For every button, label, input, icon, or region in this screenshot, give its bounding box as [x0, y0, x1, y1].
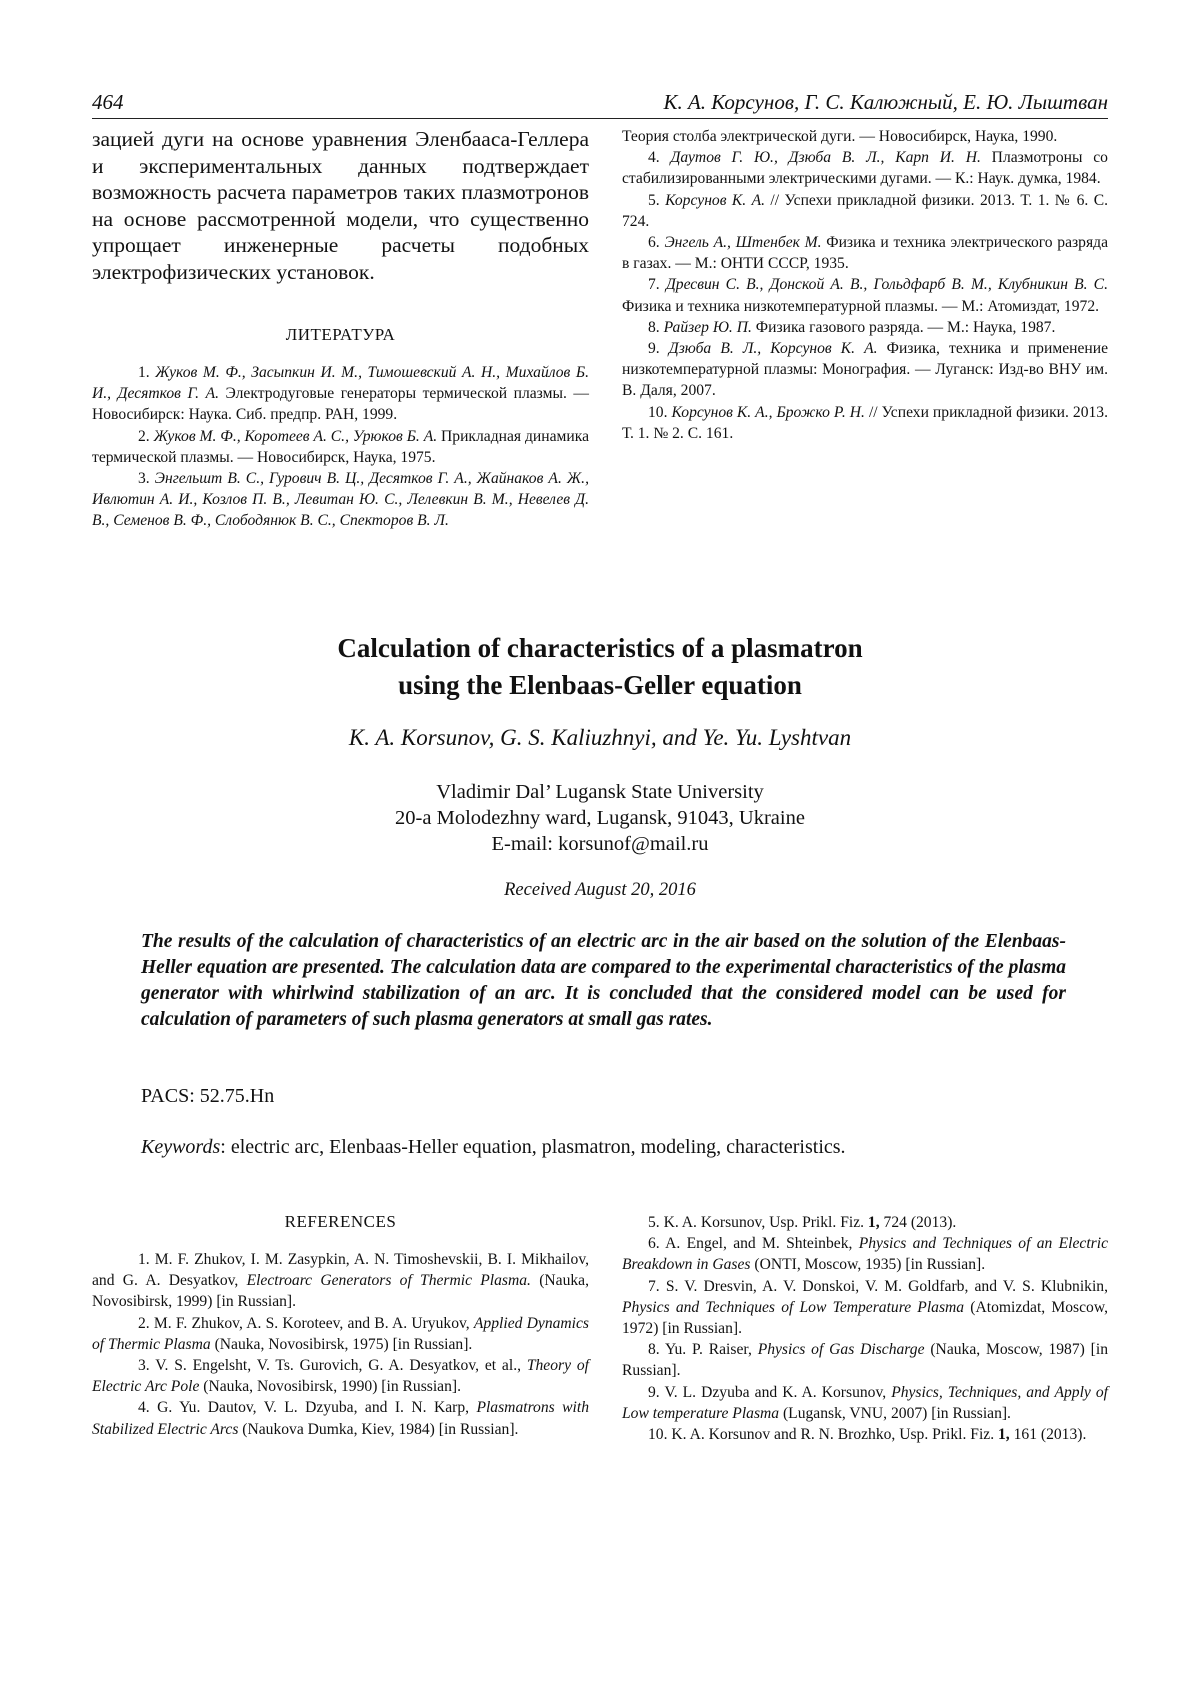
en-references-heading: REFERENCES — [284, 1212, 397, 1231]
en-reference-10: 10. K. A. Korsunov and R. N. Brozhko, Usp. Prikl. Fiz. 1, 161 (2013). — [648, 1426, 1087, 1444]
ru-reference-5: 5. Корсунов К. А. // Успехи прикладной физики. 2013. Т. 1. № 6. С. 724. — [622, 191, 1108, 230]
ru-reference-10: 10. Корсунов К. А., Брожко Р. Н. // Успехи прикладной физики. 2013. Т. 1. № 2. С. 161. — [622, 403, 1108, 442]
ru-reference-3-cont: Теория столба электрической дуги. — Новосибирск, Наука, 1990. — [622, 128, 1058, 145]
ru-right-column — [622, 126, 1108, 444]
en-reference-9: 9. V. L. Dzyuba and K. A. Korsunov, Physics, Techniques, and Apply of Low temperature Plasma (Lugansk, VNU, 2007) [in Russian]. — [622, 1383, 1108, 1422]
ru-references-heading: ЛИТЕРАТУРА — [285, 325, 396, 344]
en-reference-8: 8. Yu. P. Raiser, Physics of Gas Discharge (Nauka, Moscow, 1987) [in Russian]. — [622, 1341, 1108, 1380]
keywords: Keywords: electric arc, Elenbaas-Heller equation, plasmatron, modeling, characteristics. — [141, 1136, 846, 1158]
paper-title: Calculation of characteristics of a plasmatron using the Elenbaas-Geller equation — [337, 633, 863, 700]
ru-left-column — [92, 126, 589, 532]
en-references-left — [92, 1212, 589, 1440]
ru-reference-4: 4. Даутов Г. Ю., Дзюба В. Л., Карп И. Н. Плазмотроны со стабилизированными электрическими дугами. — К.: Наук. думка, 1984. — [622, 149, 1108, 188]
en-reference-6: 6. A. Engel, and M. Shteinbek, Physics and Techniques of an Electric Breakdown in Gases (ONTI, Moscow, 1935) [in Russian]. — [622, 1235, 1109, 1274]
ru-reference-3: 3. Энгельшт В. С., Гурович В. Ц., Десятков Г. А., Жайнаков А. Ж., Ивлютин А. И., Козлов П. В., Левитан Ю. С., Лелевкин В. М., Невелев Д. В., Семенов В. Ф., Слободянюк В. С., Спекторов В. Л. — [92, 470, 589, 530]
ru-reference-6: 6. Энгель А., Штенбек М. Физика и техника электрического разряда в газах. — М.: ОНТИ СССР, 1935. — [622, 234, 1109, 273]
running-header-authors: К. А. Корсунов, Г. С. Калюжный, Е. Ю. Лыштван — [663, 90, 1108, 114]
en-reference-4: 4. G. Yu. Dautov, V. L. Dzyuba, and I. N. Karp, Plasmatrons with Stabilized Electric Arcs (Naukova Dumka, Kiev, 1984) [in Russian]. — [92, 1399, 590, 1438]
affiliation: Vladimir Dal’ Lugansk State University 20-a Molodezhny ward, Lugansk, 91043, Ukraine E-mail: korsunof@mail.ru — [150, 779, 1050, 857]
en-reference-3: 3. V. S. Engelsht, V. Ts. Gurovich, G. A. Desyatkov, et al., Theory of Electric Arc Pole (Nauka, Novosibirsk, 1990) [in Russian]. — [92, 1357, 589, 1396]
ru-reference-8: 8. Райзер Ю. П. Физика газового разряда. — М.: Наука, 1987. — [648, 318, 1056, 336]
running-header — [92, 88, 1108, 119]
en-references-right — [622, 1212, 1108, 1445]
pacs-code: PACS: 52.75.Hn — [141, 1085, 275, 1107]
received-date: Received August 20, 2016 — [504, 880, 696, 900]
page-number: 464 — [92, 90, 124, 114]
en-reference-2: 2. M. F. Zhukov, A. S. Koroteev, and B. A. Uryukov, Applied Dynamics of Thermic Plasma (Nauka, Novosibirsk, 1975) [in Russian]. — [92, 1314, 589, 1353]
ru-reference-1: 1. Жуков М. Ф., Засыпкин И. М., Тимошевский А. Н., Михайлов Б. И., Десятков Г. А. Электродуговые генераторы термической плазмы. — Новосибирск: Наука. Сиб. предпр. РАН, 1999. — [92, 364, 589, 424]
en-reference-1: 1. M. F. Zhukov, I. M. Zasypkin, A. N. Timoshevskii, B. I. Mikhailov, and G. A. Desyatkov, Electroarc Generators of Thermic Plasma. (Nauka, Novosibirsk, 1999) [in Russian]. — [92, 1251, 589, 1311]
abstract: The results of the calculation of characteristics of an electric arc in the air based on the solution of the Elenbaas-Heller equation are presented. The calculation data are compared to the experimental characteristics of the plasma generator with whirlwind stabilization of an arc. It is concluded that the considered model can be used for calculation of parameters of such plasma generators at small gas rates. — [141, 931, 1066, 1030]
ru-body-paragraph: зацией дуги на основе уравнения Эленбааса-Геллера и экспериментальных данных подтверждает возможность расчета параметров таких плазмотронов на основе рассмотренной модели, что существенно упрощает инженерные расчеты подобных электрофизических установок. — [92, 127, 589, 284]
paper-authors: K. A. Korsunov, G. S. Kaliuzhnyi, and Ye. Yu. Lyshtvan — [348, 725, 852, 750]
email: E-mail: korsunof@mail.ru — [491, 833, 709, 855]
en-reference-5: 5. K. A. Korsunov, Usp. Prikl. Fiz. 1, 724 (2013). — [648, 1214, 957, 1231]
ru-reference-9: 9. Дзюба В. Л., Корсунов К. А. Физика, техника и применение низкотемпературной плазмы: Монография. — Луганск: Изд-во ВНУ им. В. Даля, 2007. — [622, 340, 1108, 400]
ru-reference-7: 7. Дресвин С. В., Донской А. В., Гольдфарб В. М., Клубникин В. С. Физика и техника низкотемпературной плазмы. — М.: Атомиздат, 1972. — [622, 276, 1108, 315]
ru-reference-2: 2. Жуков М. Ф., Коротеев А. С., Урюков Б. А. Прикладная динамика термической плазмы. — Новосибирск, Наука, 1975. — [92, 427, 589, 466]
en-reference-7: 7. S. V. Dresvin, A. V. Donskoi, V. M. Goldfarb, and V. S. Klubnikin, Physics and Techniques of Low Temperature Plasma (Atomizdat, Moscow, 1972) [in Russian]. — [622, 1277, 1108, 1338]
